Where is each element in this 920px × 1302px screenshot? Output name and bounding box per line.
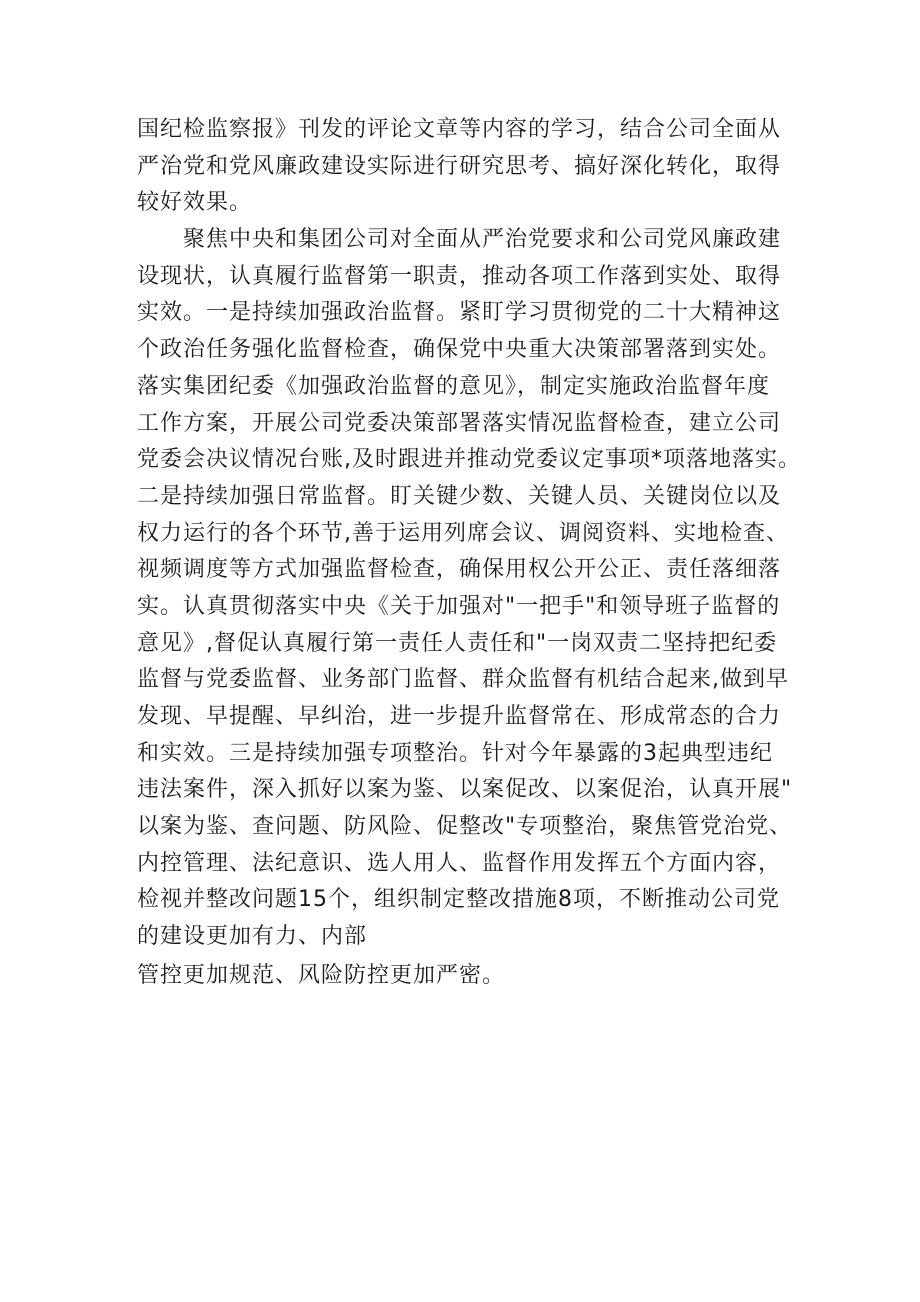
text-line: 以案为鉴、查问题、防风险、促整改"专项整治，聚焦管党治党、	[137, 814, 793, 840]
text-line: 违法案件，深入抓好以案为鉴、以案促改、以案促治，认真开展"	[137, 777, 793, 803]
text-line: 检视并整改问题15个，组织制定整改措施8项，不断推动公司党	[137, 887, 780, 913]
text-line: 发现、早提醒、早纠治，进一步提升监督常在、形成常态的合力	[137, 704, 782, 729]
text-line: 内控管理、法纪意识、选人用人、监督作用发挥五个方面内容，	[137, 850, 782, 876]
text-line: 个政治任务强化监督检查，确保党中央重大决策部署落到实处。	[137, 337, 782, 363]
text-line: 的建设更加有力、内部	[137, 924, 368, 950]
text-line: 视频调度等方式加强监督检查，确保用权公开公正、责任落细落	[137, 557, 782, 583]
text-line: 党委会决议情况台账,及时跟进并推动党委议定事项*项落地落实。	[137, 447, 801, 473]
text-line: 设现状，认真履行监督第一职责，推动各项工作落到实处、取得	[137, 263, 782, 289]
text-line: 管控更加规范、风险防控更加严密。	[137, 962, 506, 988]
text-line: 工作方案，开展公司党委决策部署落实情况监督检查，建立公司	[137, 410, 782, 436]
text-line: 严治党和党风廉政建设实际进行研究思考、搞好深化转化，取得	[137, 153, 782, 179]
text-line: 和实效。三是持续加强专项整治。针对今年暴露的3起典型违纪	[137, 740, 773, 766]
text-line: 国纪检监察报》刊发的评论文章等内容的学习，结合公司全面从	[137, 117, 782, 142]
text-line: 实。认真贯彻落实中央《关于加强对"一把手"和领导班子监督的	[137, 593, 781, 619]
text-line: 意见》,督促认真履行第一责任人责任和"一岗双责二坚持把纪委	[137, 630, 778, 656]
paragraph-first-line: 聚焦中央和集团公司对全面从严治党要求和公司党风廉政建	[183, 227, 782, 253]
text-line: 监督与党委监督、业务部门监督、群众监督有机结合起来,做到早	[137, 667, 789, 693]
text-line: 权力运行的各个环节,善于运用列席会议、调阅资料、实地检查、	[137, 520, 789, 546]
text-line: 二是持续加强日常监督。盯关键少数、关键人员、关键岗位以及	[137, 483, 782, 509]
body-text	[137, 112, 817, 995]
text-line: 较好效果。	[137, 190, 253, 216]
text-line: 实效。一是持续加强政治监督。紧盯学习贯彻党的二十大精神这	[137, 300, 782, 326]
text-line: 落实集团纪委《加强政治监督的意见》，制定实施政治监督年度	[137, 373, 771, 399]
